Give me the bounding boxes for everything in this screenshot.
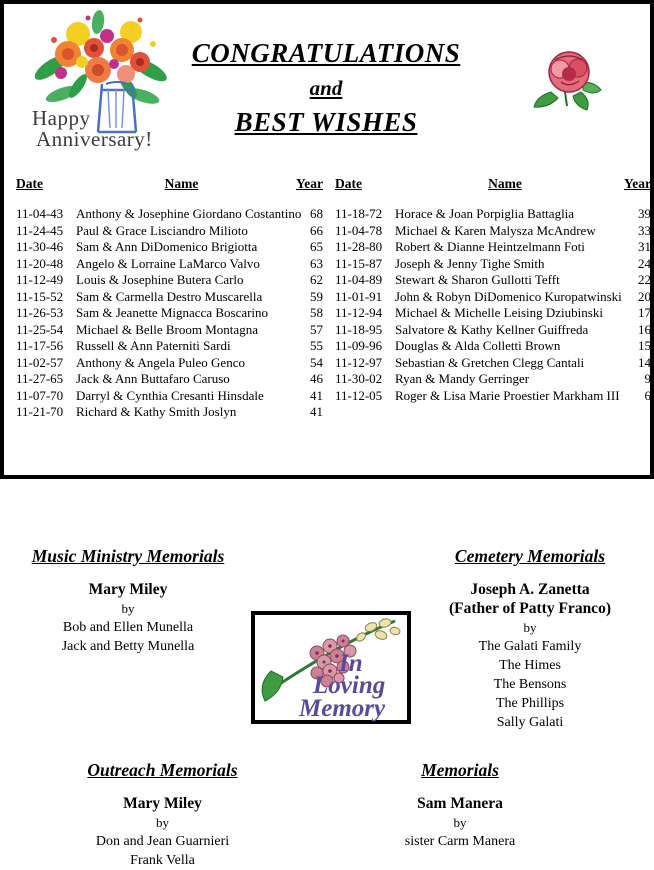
rose-icon	[531, 44, 607, 114]
row-date: 11-20-48	[16, 255, 64, 271]
table-row	[335, 206, 651, 223]
row-year: 58	[310, 305, 323, 320]
memorial-donor: Jack and Betty Munella	[61, 639, 195, 654]
row-name: Sam & Jeanette Mignacca Boscarino	[76, 305, 269, 320]
header-year: Year	[296, 176, 323, 191]
table-row	[16, 289, 323, 306]
row-name: Russell & Ann Paterniti Sardi	[76, 338, 231, 353]
row-date: 11-12-97	[335, 354, 383, 370]
row-year: 16	[638, 321, 651, 337]
row-name: Michael & Belle Broom Montagna	[76, 321, 258, 337]
row-date: 11-18-95	[335, 321, 383, 337]
row-year: 59	[310, 288, 323, 304]
memorial-donor: The Himes	[499, 658, 561, 673]
row-date: 11-18-72	[335, 206, 383, 221]
row-year: 63	[310, 255, 323, 271]
memorial-honoree: Mary Miley	[123, 795, 202, 812]
table-row	[16, 404, 323, 421]
table-row	[16, 239, 323, 256]
table-row	[16, 322, 323, 339]
memorial-by: by	[121, 601, 135, 616]
happy-anniversary-caption-line1: Happy	[32, 106, 91, 130]
row-year: 66	[310, 222, 323, 238]
table-row	[16, 305, 323, 322]
in-loving-memory-image	[251, 611, 411, 724]
row-year: 54	[310, 354, 323, 370]
row-date: 11-21-70	[16, 404, 64, 419]
table-row	[335, 338, 651, 355]
row-date: 11-30-02	[335, 371, 383, 386]
row-name: Michael & Michelle Leising Dziubinski	[395, 305, 603, 320]
row-year: 68	[310, 206, 323, 221]
table-row	[335, 355, 651, 372]
row-date: 11-15-87	[335, 255, 383, 271]
table-header-right	[335, 176, 651, 192]
table-row	[16, 388, 323, 405]
table-row	[335, 289, 651, 306]
loving-memory-word-1: In	[339, 650, 363, 677]
memorial-donor: The Bensons	[493, 677, 567, 692]
row-name: Joseph & Jenny Tighe Smith	[395, 255, 545, 271]
anniversary-table-right	[335, 176, 651, 404]
row-date: 11-15-52	[16, 288, 64, 304]
row-date: 11-28-80	[335, 239, 383, 254]
header-name: Name	[164, 176, 199, 191]
row-date: 11-12-49	[16, 272, 64, 287]
table-row	[16, 338, 323, 355]
row-name: Sam & Carmella Destro Muscarella	[76, 288, 263, 304]
row-year: 20	[638, 288, 651, 304]
row-name: Horace & Joan Porpiglia Battaglia	[395, 206, 575, 221]
row-year: 9	[644, 371, 651, 386]
row-name: Sam & Ann DiDomenico Brigiotta	[76, 239, 258, 254]
table-row	[335, 239, 651, 256]
row-name: Richard & Kathy Smith Joslyn	[76, 404, 237, 419]
header-year: Year	[624, 176, 651, 191]
row-date: 11-17-56	[16, 338, 64, 353]
anniversary-table-left	[16, 176, 323, 421]
loving-memory-word-2: Loving	[313, 672, 386, 699]
page-title	[176, 38, 476, 138]
row-date: 11-27-65	[16, 371, 64, 386]
memorial-honoree-note: (Father of Patty Franco)	[449, 600, 611, 617]
row-year: 14	[638, 354, 651, 370]
row-date: 11-12-94	[335, 305, 383, 320]
row-name: Roger & Lisa Marie Proestier Markham III	[395, 387, 620, 403]
memorial-donor: Sally Galati	[496, 715, 564, 730]
memorial-honoree: Sam Manera	[417, 795, 503, 812]
memorial-donor: sister Carm Manera	[404, 834, 516, 849]
header-name: Name	[488, 176, 522, 191]
row-year: 17	[638, 305, 651, 320]
memorial-heading: Cemetery Memorials	[454, 546, 606, 566]
row-date: 11-12-05	[335, 387, 383, 403]
row-name: John & Robyn DiDomenico Kuropatwinski	[395, 288, 622, 304]
row-date: 11-04-89	[335, 272, 383, 287]
row-name: Anthony & Angela Puleo Genco	[76, 354, 245, 370]
table-row	[16, 371, 323, 388]
memorial-honoree: Joseph A. Zanetta	[470, 581, 590, 598]
table-row	[16, 355, 323, 372]
table-row	[335, 256, 651, 273]
title-line-3: BEST WISHES	[234, 107, 418, 137]
row-year: 57	[310, 321, 323, 337]
memorial-donor: Bob and Ellen Munella	[62, 620, 194, 635]
memorial-section-outreach	[35, 760, 290, 870]
memorial-heading: Outreach Memorials	[87, 760, 238, 780]
row-name: Robert & Dianne Heintzelmann Foti	[395, 239, 585, 254]
memorial-section-cemetery	[422, 546, 638, 732]
table-row	[335, 272, 651, 289]
memorial-donor: The Phillips	[495, 696, 565, 711]
row-date: 11-25-54	[16, 321, 64, 337]
memorial-by: by	[156, 815, 169, 830]
row-year: 6	[644, 387, 651, 403]
loving-memory-word-3: Memory	[299, 695, 386, 722]
table-rows-right	[335, 206, 651, 404]
header-date: Date	[335, 176, 362, 191]
row-year: 65	[310, 239, 323, 254]
memorial-honoree: Mary Miley	[88, 581, 168, 598]
row-name: Anthony & Josephine Giordano Costantino	[76, 206, 302, 221]
row-name: Paul & Grace Lisciandro Milioto	[76, 222, 248, 238]
rose-image	[531, 44, 607, 114]
memorial-donor: Don and Jean Guarnieri	[95, 834, 230, 849]
row-name: Salvatore & Kathy Kellner Guiffreda	[395, 321, 589, 337]
table-row	[16, 223, 323, 240]
memorial-section-general	[357, 760, 563, 851]
row-date: 11-24-45	[16, 222, 64, 238]
row-name: Ryan & Mandy Gerringer	[395, 371, 530, 386]
row-date: 11-07-70	[16, 387, 64, 403]
memorial-by: by	[453, 815, 467, 830]
row-date: 11-30-46	[16, 239, 64, 254]
row-year: 24	[638, 255, 651, 271]
table-row	[335, 223, 651, 240]
happy-anniversary-caption-line2: Anniversary!	[36, 127, 153, 151]
bouquet-image	[14, 10, 186, 160]
row-date: 11-04-78	[335, 222, 383, 238]
row-year: 39	[638, 206, 651, 221]
row-date: 11-02-57	[16, 354, 64, 370]
table-row	[335, 305, 651, 322]
row-date: 11-26-53	[16, 305, 64, 320]
row-name: Louis & Josephine Butera Carlo	[76, 272, 244, 287]
table-row	[335, 388, 651, 405]
table-row	[16, 272, 323, 289]
row-name: Stewart & Sharon Gullotti Tefft	[395, 272, 560, 287]
memorial-heading: Memorials	[421, 760, 499, 780]
memorial-by: by	[523, 620, 537, 635]
memorial-donor: Frank Vella	[130, 853, 195, 868]
table-row	[335, 371, 651, 388]
row-year: 33	[638, 222, 651, 238]
memorial-heading: Music Ministry Memorials	[31, 546, 225, 566]
row-name: Angelo & Lorraine LaMarco Valvo	[76, 255, 260, 271]
table-row	[16, 256, 323, 273]
row-name: Michael & Karen Malysza McAndrew	[395, 222, 596, 238]
row-year: 31	[638, 239, 651, 254]
table-header-left	[16, 176, 323, 192]
row-name: Jack & Ann Buttafaro Caruso	[76, 371, 230, 386]
table-row	[16, 206, 323, 223]
row-name: Darryl & Cynthia Cresanti Hinsdale	[76, 387, 264, 403]
title-line-2: and	[309, 76, 343, 100]
row-date: 11-04-43	[16, 206, 64, 221]
memorial-section-music-ministry	[8, 546, 248, 656]
table-row	[335, 322, 651, 339]
row-year: 22	[638, 272, 651, 287]
row-name: Douglas & Alda Colletti Brown	[395, 338, 561, 353]
row-year: 15	[638, 338, 651, 353]
memorial-donor: The Galati Family	[478, 639, 582, 654]
row-year: 62	[310, 272, 323, 287]
header-date: Date	[16, 176, 43, 191]
row-date: 11-09-96	[335, 338, 383, 353]
table-rows-left	[16, 206, 323, 421]
row-year: 41	[310, 387, 323, 403]
row-year: 55	[310, 338, 323, 353]
row-name: Sebastian & Gretchen Clegg Cantali	[395, 354, 585, 370]
row-year: 41	[310, 404, 323, 419]
row-year: 46	[310, 371, 323, 386]
row-date: 11-01-91	[335, 288, 383, 304]
title-line-1: CONGRATULATIONS	[191, 38, 461, 68]
